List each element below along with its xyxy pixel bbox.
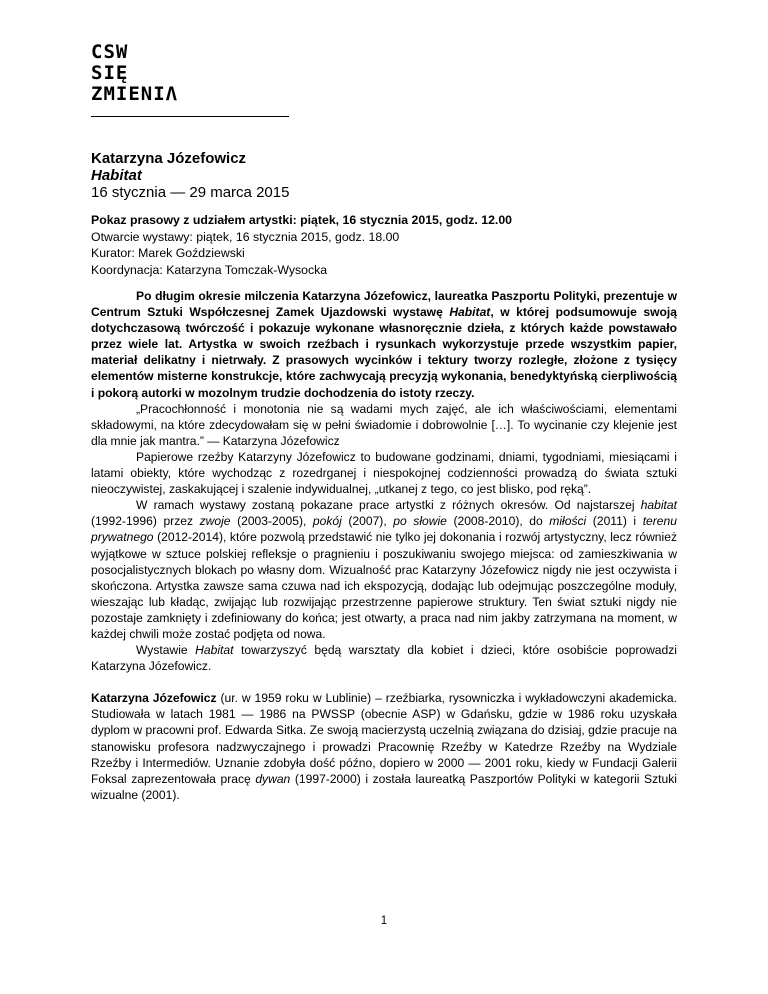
paragraph-2: Papierowe rzeźby Katarzyny Józefowicz to budowane godzinami, dniami, tygodniami, miesiącami i latami obiekty, które wychodząc z rozedrganej i niespokojnej codzienności prowadzą do świata sztuki nieoczywistej, zaskakującej i szalenie indywidualnej, „utkanej z tego, co jest blisko, pod ręką”. [91,449,677,497]
artist-name: Katarzyna Józefowicz [91,150,247,167]
work-title: zwoje [199,514,231,529]
artist-bio: Katarzyna Józefowicz (ur. w 1959 roku w Lublinie) – rzeźbiarka, rysowniczka i wykładowczyni akademicka. Studiowała w latach 1981 — 1986 na PWSSP (obecnie ASP) w Gdańsku, gdzie w 1986 roku uzyskała dyplom w pracowni prof. Edwarda Sitka. Ze swoją macierzystą uczelnią związana do dzisiaj, gdzie pracuje na stanowisku profesora nadzwyczajnego i prowadzi Pracownię Rzeźby w Katedrze Rzeźby na Wydziale Rzeźby i Intermediów. Uznanie zdobyła dość późno, dopiero w 2000 — 2001 roku, kiedy w Fundacji Galerii Foksal zaprezentowała pracę dywan (1997-2000) i została laureatką Paszportów Polityki w kategorii Sztuki wizualne (2001). [91,691,677,802]
work-title: dywan [255,771,291,786]
page-number: 1 [380,915,388,927]
title-reference: Habitat [449,305,491,320]
paragraph-4: Wystawie Habitat towarzyszyć będą warsztaty dla kobiet i dzieci, które osobiście poprowadzi Katarzyna Józefowicz. [91,643,677,674]
work-title: habitat [640,498,677,513]
bio-name: Katarzyna Józefowicz [91,691,217,706]
csw-logo [91,42,289,117]
exhibition-dates: 16 stycznia — 29 marca 2015 [91,184,290,201]
logo-line-3: ZMIENIΛ [91,83,179,105]
press-preview: Pokaz prasowy z udziałem artystki: piątek, 16 stycznia 2015, godz. 12.00 [91,213,513,227]
logo-line-2: SIĘ [91,62,129,84]
work-title: miłości [549,514,587,529]
opening-info: Otwarcie wystawy: piątek, 16 stycznia 2015, godz. 18.00 [91,229,400,244]
work-title: terenu prywatnego [91,514,677,545]
exhibition-title: Habitat [91,167,142,184]
event-info [91,212,691,278]
curator-info: Kurator: Marek Goździewski [91,246,245,260]
lead-paragraph: Po długim okresie milczenia Katarzyna Józefowicz, laureatka Paszportu Polityki, prezentuje w Centrum Sztuki Współczesnej Zamek Ujazdowski wystawę Habitat, w której podsumowuje swoją dotychczasową twórczość i pokazuje wykonane własnoręcznie dzieła, z których każde powstawało przez wiele lat. Artystka w swoich rzeźbach i rysunkach wykorzystuje przede wszystkim papier, materiał delikatny i nietrwały. Z prasowych wycinków i tektury tworzy rozległe, złożone z tysięcy elementów misterne konstrukcje, które zachwycają precyzją wykonania, benedyktyńską cierpliwością i pokorą autorki w mozolnym trudzie dochodzenia do istoty rzeczy. [91,289,677,400]
exhibition-header [91,150,691,201]
work-title: pokój [312,514,342,529]
title-reference: Habitat [195,643,234,658]
work-title: po słowie [393,514,447,529]
artist-quote: „Pracochłonność i monotonia nie są wadami mych zajęć, ale ich właściwościami, elementami składowymi, na które zdecydowałam się w pełni świadomie i dobrowolnie […]. To wycinanie czy klejenie jest dla mnie jak mantra.” — Katarzyna Józefowicz [91,401,677,448]
press-release-body [91,288,677,803]
logo-line-1: CSW [91,41,129,63]
paragraph-3: W ramach wystawy zostaną pokazane prace artystki z różnych okresów. Od najstarszej habitat (1992-1996) przez zwoje (2003-2005), pokój (2007), po słowie (2008-2010), do miłości (2011) i terenu prywatnego (2012-2014), które pozwolą przedstawić nie tylko jej dokonania i rozwój artystyczny, lecz również wyjątkowe w sztuce polskiej refleksje o pragnieniu i poszukiwaniu swojego miejsca: od zamieszkiwania w posocjalistycznych blokach po własny dom. Wizualność prac Katarzyny Józefowicz nigdy nie jest oczywista i skończona. Artystka zawsze sama czuwa nad ich ekspozycją, dodając lub odejmując poszczególne moduły, wieszając lub kładąc, zwijając lub rozwijając przestrzenne papierowe struktury. Ten świat sztuki nigdy nie pozostaje zamknięty i zdefiniowany do końca; jest otwarty, a praca nad nim jakby zatrzymana na moment, w każdej chwili może zostać podjęta od nowa. [91,498,677,641]
coordination-info: Koordynacja: Katarzyna Tomczak-Wysocka [91,262,328,277]
